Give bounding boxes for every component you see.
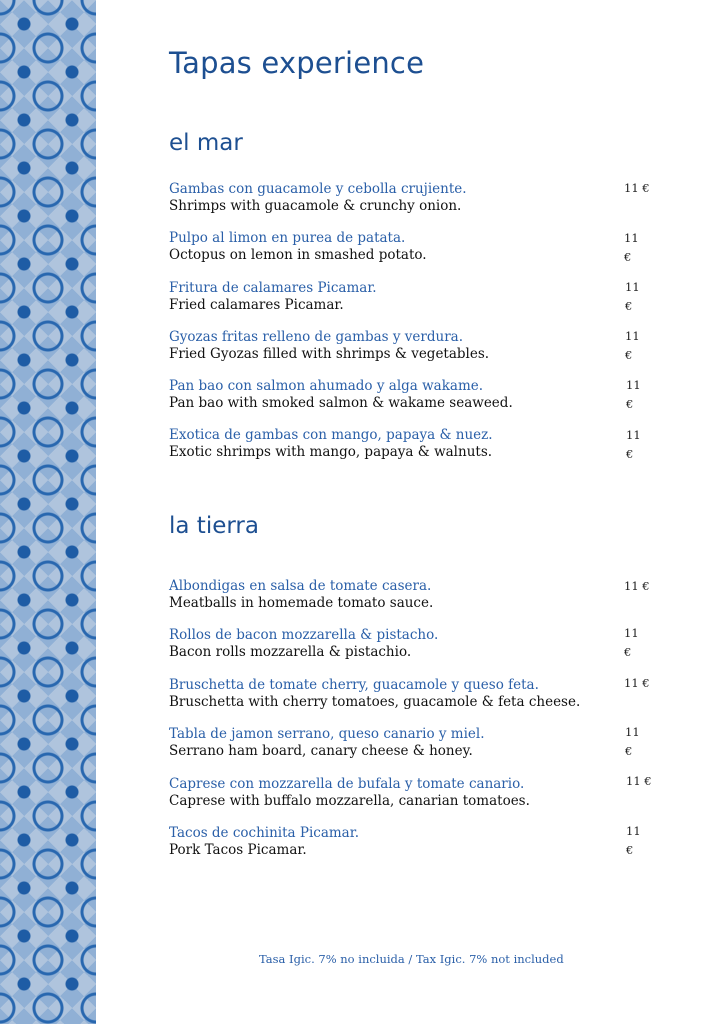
price-value: 11 xyxy=(626,428,641,442)
item-price xyxy=(625,327,665,365)
price-value: 11 xyxy=(625,725,640,739)
price-value: 11 xyxy=(625,329,640,343)
item-name-en: Serrano ham board, canary cheese & honey. xyxy=(169,743,473,759)
item-price xyxy=(624,624,664,662)
item-price xyxy=(626,426,666,464)
item-price xyxy=(624,577,664,596)
price-value: 11 xyxy=(626,774,641,788)
section-title-el-mar: el mar xyxy=(169,130,243,156)
item-price xyxy=(624,674,664,693)
menu-item xyxy=(169,578,689,612)
item-name-es: Pulpo al limon en purea de patata. xyxy=(169,230,406,246)
currency-symbol: € xyxy=(642,579,650,593)
currency-symbol: € xyxy=(626,397,634,411)
item-name-en: Exotic shrimps with mango, papaya & walnuts. xyxy=(169,444,493,460)
item-name-es: Gambas con guacamole y cebolla crujiente. xyxy=(169,181,467,197)
menu-item xyxy=(169,776,689,810)
item-price xyxy=(626,822,666,860)
item-name-en: Bruschetta with cherry tomatoes, guacamole & feta cheese. xyxy=(169,694,581,710)
price-value: 11 xyxy=(624,231,639,245)
menu-item xyxy=(169,181,689,215)
currency-symbol: € xyxy=(642,676,650,690)
menu-item xyxy=(169,825,689,859)
currency-symbol: € xyxy=(624,645,632,659)
price-value: 11 xyxy=(626,378,641,392)
item-name-en: Shrimps with guacamole & crunchy onion. xyxy=(169,198,462,214)
price-value: 11 xyxy=(624,626,639,640)
tax-footnote: Tasa Igic. 7% no incluida / Tax Igic. 7% not included xyxy=(259,952,564,966)
item-name-es: Exotica de gambas con mango, papaya & nuez. xyxy=(169,427,493,443)
menu-item xyxy=(169,627,689,661)
item-name-en: Fried calamares Picamar. xyxy=(169,297,344,313)
item-price xyxy=(626,772,666,791)
menu-item xyxy=(169,677,689,711)
item-name-en: Meatballs in homemade tomato sauce. xyxy=(169,595,434,611)
item-name-es: Rollos de bacon mozzarella & pistacho. xyxy=(169,627,439,643)
item-price xyxy=(626,376,666,414)
item-name-es: Tabla de jamon serrano, queso canario y miel. xyxy=(169,726,485,742)
currency-symbol: € xyxy=(625,299,633,313)
price-value: 11 xyxy=(625,280,640,294)
item-name-en: Fried Gyozas filled with shrimps & vegetables. xyxy=(169,346,490,362)
currency-symbol: € xyxy=(626,843,634,857)
item-name-es: Pan bao con salmon ahumado y alga wakame. xyxy=(169,378,484,394)
item-name-es: Caprese con mozzarella de bufala y tomate canario. xyxy=(169,776,525,792)
page-title: Tapas experience xyxy=(169,46,425,80)
item-name-es: Fritura de calamares Picamar. xyxy=(169,280,377,296)
currency-symbol: € xyxy=(624,250,632,264)
item-name-en: Pan bao with smoked salmon & wakame seaweed. xyxy=(169,395,513,411)
price-value: 11 xyxy=(624,676,639,690)
item-price xyxy=(624,179,664,198)
menu-item xyxy=(169,378,689,412)
menu-item xyxy=(169,329,689,363)
price-value: 11 xyxy=(624,579,639,593)
currency-symbol: € xyxy=(625,744,633,758)
item-price xyxy=(625,723,665,761)
item-name-en: Pork Tacos Picamar. xyxy=(169,842,307,858)
item-name-en: Octopus on lemon in smashed potato. xyxy=(169,247,427,263)
currency-symbol: € xyxy=(642,181,650,195)
item-price xyxy=(625,278,665,316)
menu-item xyxy=(169,230,689,264)
currency-symbol: € xyxy=(625,348,633,362)
item-name-es: Albondigas en salsa de tomate casera. xyxy=(169,578,432,594)
menu-item xyxy=(169,280,689,314)
currency-symbol: € xyxy=(626,447,634,461)
item-name-en: Bacon rolls mozzarella & pistachio. xyxy=(169,644,412,660)
price-value: 11 xyxy=(624,181,639,195)
menu-item xyxy=(169,427,689,461)
item-name-es: Tacos de cochinita Picamar. xyxy=(169,825,359,841)
item-name-en: Caprese with buffalo mozzarella, canarian tomatoes. xyxy=(169,793,530,809)
section-title-la-tierra: la tierra xyxy=(169,513,259,539)
item-name-es: Gyozas fritas relleno de gambas y verdura. xyxy=(169,329,464,345)
item-price xyxy=(624,229,664,267)
item-name-es: Bruschetta de tomate cherry, guacamole y queso feta. xyxy=(169,677,539,693)
currency-symbol: € xyxy=(644,774,652,788)
price-value: 11 xyxy=(626,824,641,838)
decorative-tile-border xyxy=(0,0,96,1024)
menu-item xyxy=(169,726,689,760)
